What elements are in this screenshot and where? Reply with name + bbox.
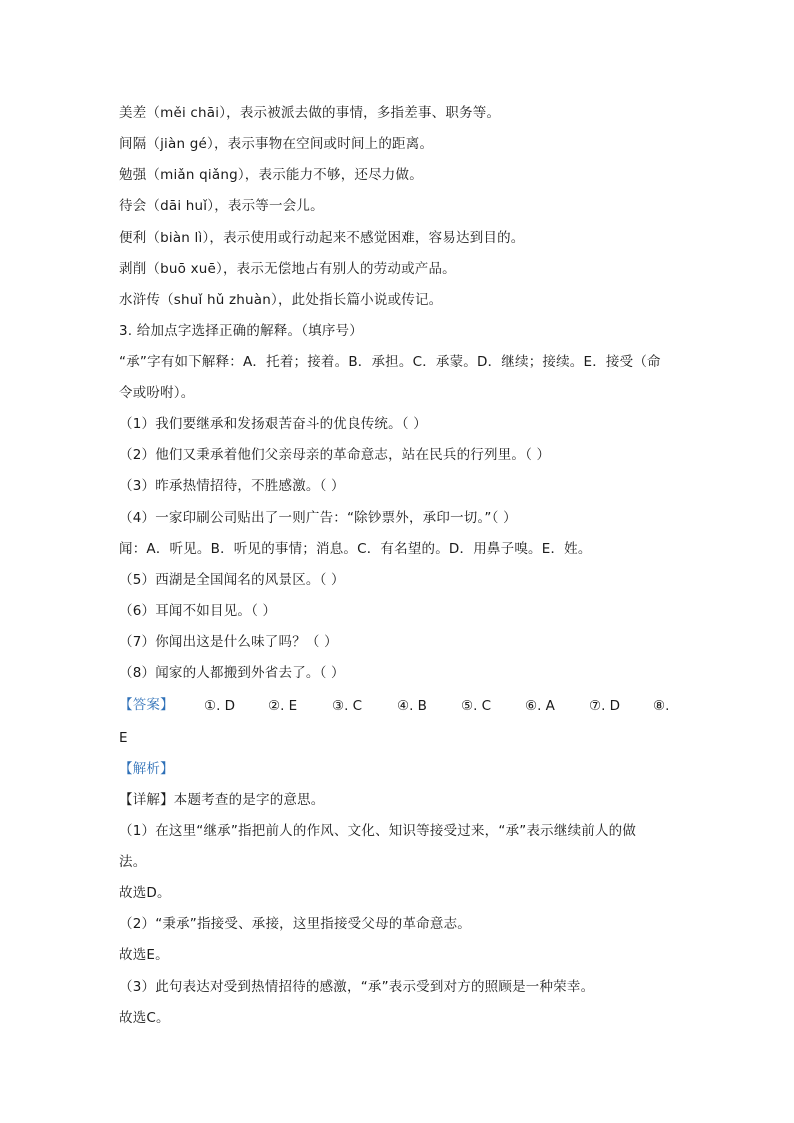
analysis-label: 【解析】: [119, 761, 174, 777]
wen-definition: 闻：A．听见。B．听见的事情；消息。C．有名望的。D．用鼻子嗅。E．姓。: [119, 541, 592, 557]
vocab-line: 美差（měi chāi），表示被派去做的事情，多指差事、职务等。: [119, 105, 501, 121]
vocab-line: 待会（dāi huǐ），表示等一会儿。: [119, 198, 324, 214]
question-item: （8）闻家的人都搬到外省去了。（ ）: [119, 665, 345, 681]
cheng-definition: “承”字有如下解释：A．托着；接着。B．承担。C．承蒙。D．继续；接续。E．接受（命: [119, 354, 661, 370]
analysis-line: （1）在这里“继承”指把前人的作风、文化、知识等接受过来，“承”表示继续前人的做: [119, 823, 637, 839]
answer-item: ④. B: [397, 698, 427, 714]
answer-item: ⑥. A: [525, 698, 555, 714]
analysis-line: （3）此句表达对受到热情招待的感激，“承”表示受到对方的照顾是一种荣幸。: [119, 979, 595, 995]
analysis-line: 故选E。: [119, 947, 169, 963]
question-item: （2）他们又秉承着他们父亲母亲的革命意志，站在民兵的行列里。（ ）: [119, 447, 551, 463]
analysis-line: 【详解】本题考查的是字的意思。: [119, 792, 325, 808]
cheng-definition-cont: 令或吩咐）。: [119, 385, 195, 401]
question-title: 3. 给加点字选择正确的解释。（填序号）: [119, 323, 363, 339]
question-item: （6）耳闻不如目见。（ ）: [119, 603, 277, 619]
vocab-line: 勉强（miǎn qiǎng），表示能力不够，还尽力做。: [119, 167, 423, 183]
question-item: （7）你闻出这是什么味了吗？（ ）: [119, 634, 338, 650]
vocab-line: 剥削（buō xuē），表示无偿地占有别人的劳动或产品。: [119, 261, 456, 277]
answer-item: ①. D: [204, 698, 236, 714]
vocab-line: 便利（biàn lì），表示使用或行动起来不感觉困难，容易达到目的。: [119, 230, 525, 246]
answer-item: ⑤. C: [461, 698, 492, 714]
answer-item: ③. C: [332, 698, 363, 714]
question-item: （4）一家印刷公司贴出了一则广告：“除钞票外，承印一切。”（ ）: [119, 510, 517, 526]
answer-label: 【答案】: [119, 697, 174, 713]
analysis-line: （2）“秉承”指接受、承接，这里指接受父母的革命意志。: [119, 916, 471, 932]
analysis-line: 故选C。: [119, 1010, 170, 1026]
question-item: （3）昨承热情招待，不胜感激。（ ）: [119, 478, 345, 494]
question-item: （1）我们要继承和发扬艰苦奋斗的优良传统。（ ）: [119, 416, 427, 432]
answer-item: ⑧.: [653, 698, 670, 714]
question-item: （5）西湖是全国闻名的风景区。（ ）: [119, 572, 345, 588]
answer-item: ⑦. D: [589, 698, 621, 714]
answer-item: ②. E: [268, 698, 298, 714]
analysis-line: 故选D。: [119, 885, 171, 901]
answer-item-last: E: [119, 730, 128, 746]
analysis-line: 法。: [119, 854, 147, 870]
vocab-line: 水浒传（shuǐ hǔ zhuàn），此处指长篇小说或传记。: [119, 292, 443, 308]
vocab-line: 间隔（jiàn gé），表示事物在空间或时间上的距离。: [119, 136, 434, 152]
